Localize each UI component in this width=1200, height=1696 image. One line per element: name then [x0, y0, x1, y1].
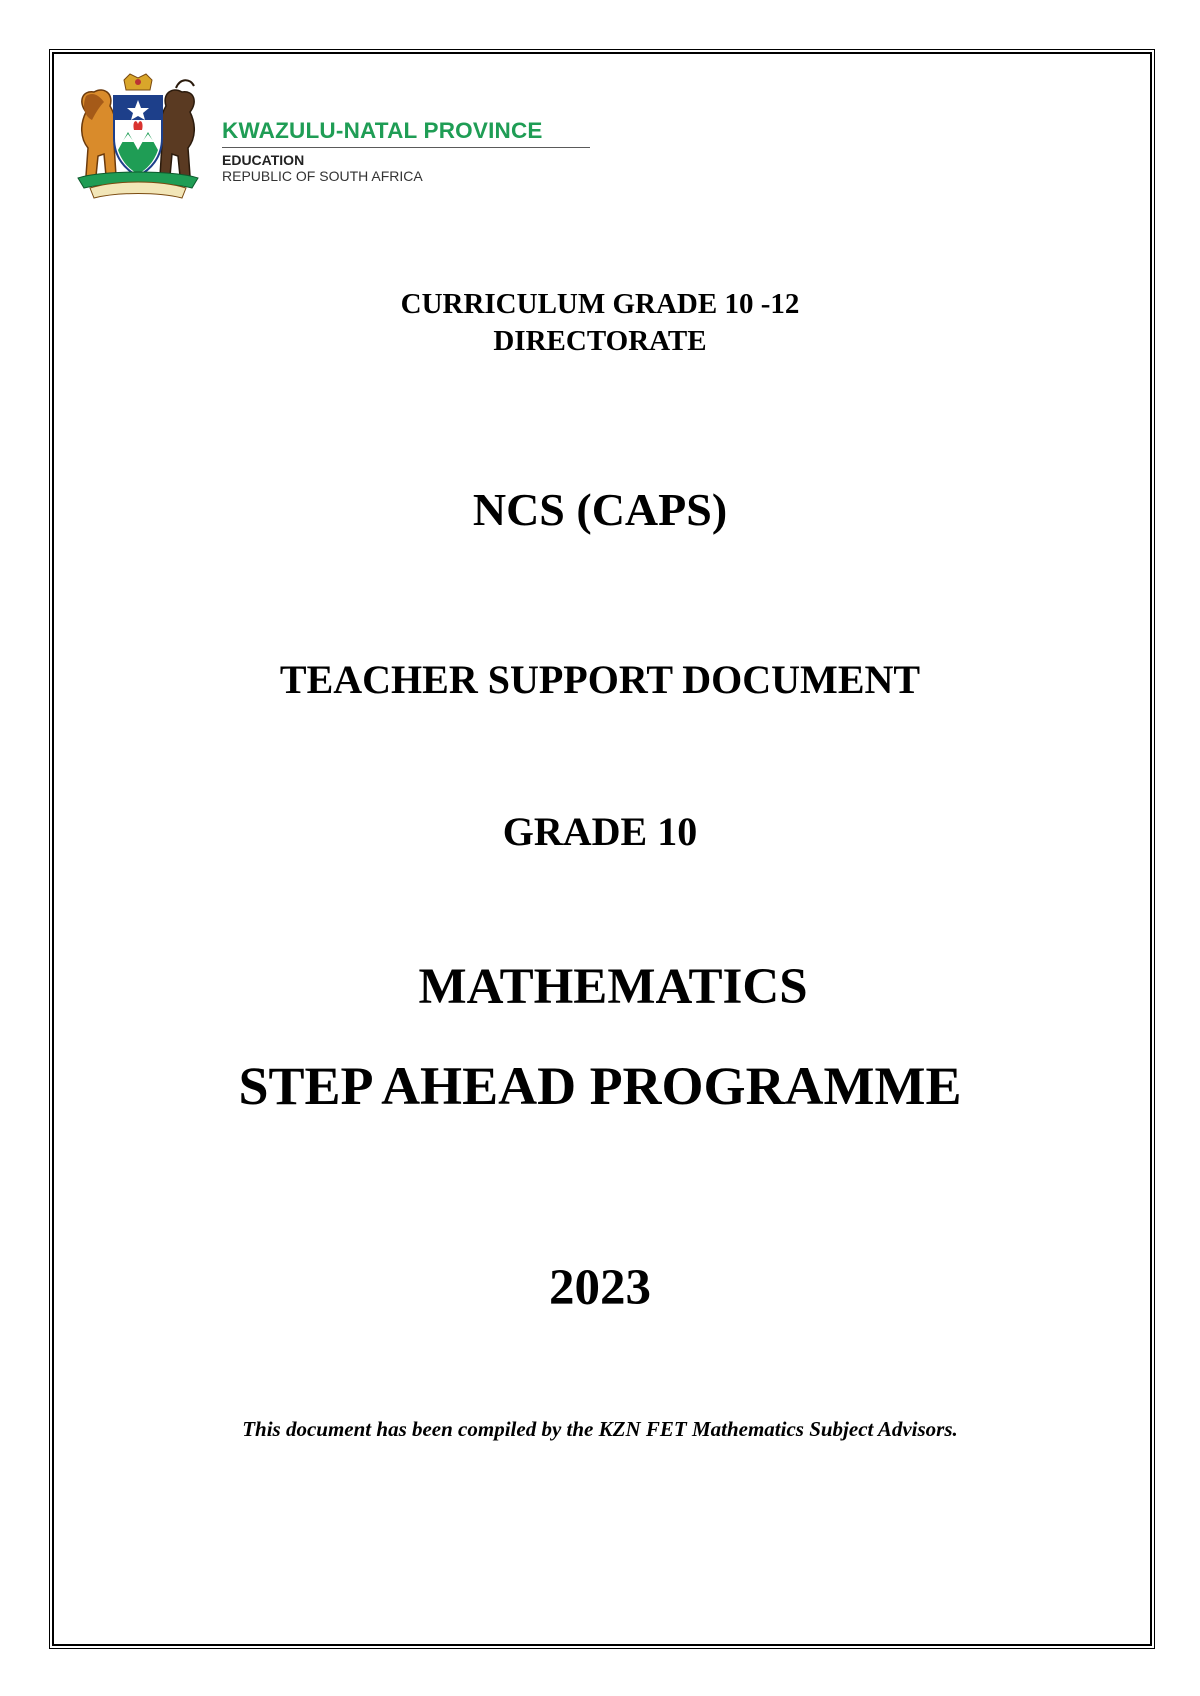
country-name: REPUBLIC OF SOUTH AFRICA [222, 168, 423, 185]
subject-title: MATHEMATICS [418, 959, 808, 1015]
programme-title: STEP AHEAD PROGRAMME [238, 1056, 962, 1116]
document-type: TEACHER SUPPORT DOCUMENT [279, 657, 921, 702]
department-logo [72, 72, 632, 202]
grade-label: GRADE 10 [502, 809, 698, 854]
logo-text [222, 120, 590, 184]
directorate-line-1: CURRICULUM GRADE 10 -12 [400, 288, 800, 320]
coat-of-arms-icon [72, 72, 204, 202]
logo-divider [222, 147, 590, 149]
year-label: 2023 [549, 1260, 651, 1316]
department-name: EDUCATION [222, 152, 305, 168]
directorate-heading [0, 286, 1200, 360]
compiled-note: This document has been compiled by the KZN FET Mathematics Subject Advisors. [242, 1417, 958, 1441]
province-name: KWAZULU-NATAL PROVINCE [222, 118, 543, 143]
curriculum-title: NCS (CAPS) [472, 484, 728, 535]
directorate-line-2: DIRECTORATE [493, 325, 707, 357]
